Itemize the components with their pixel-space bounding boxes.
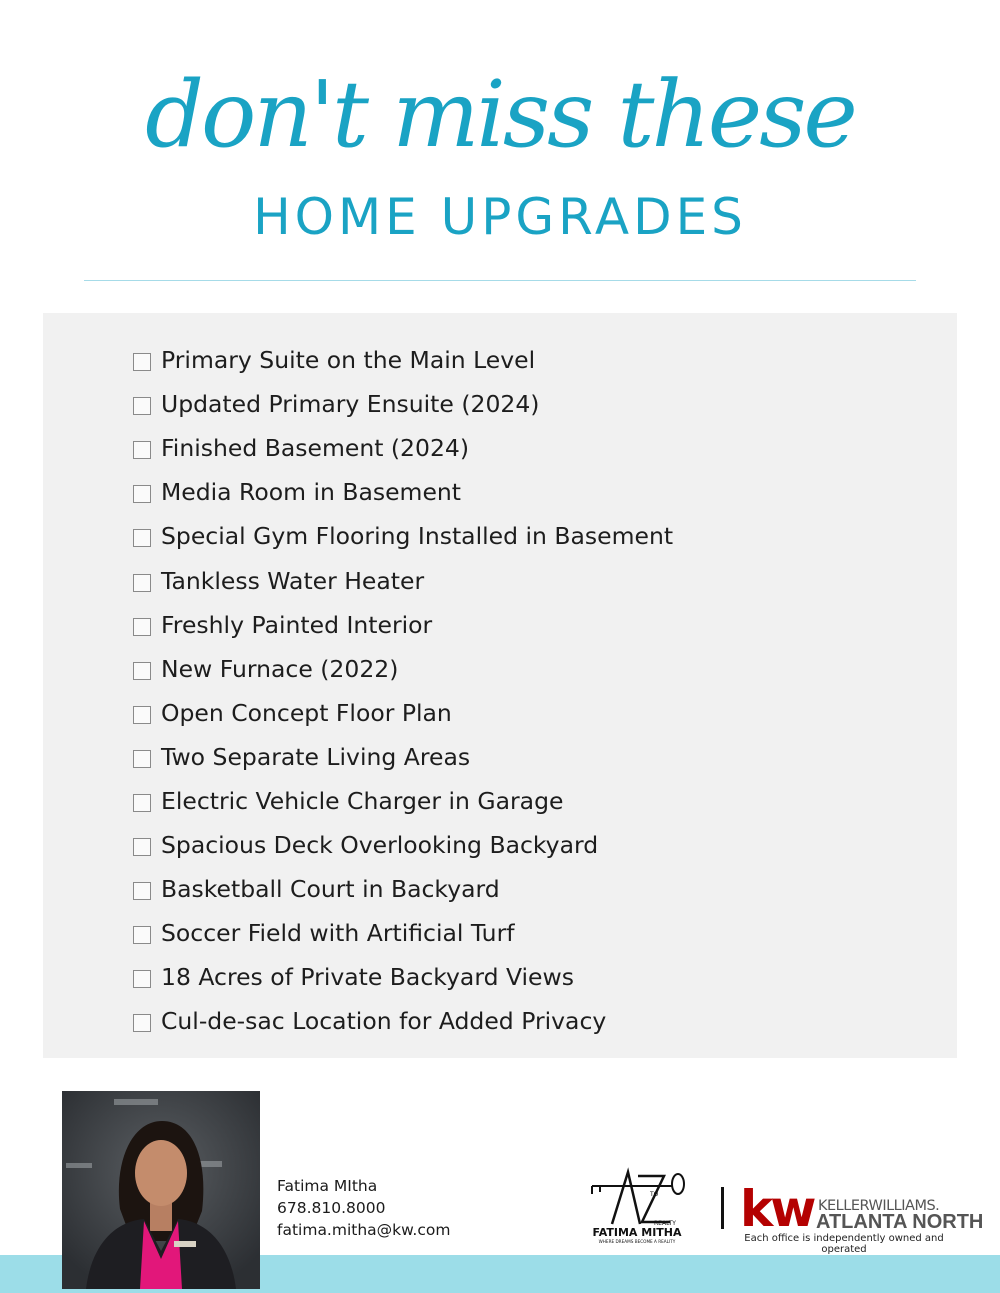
- script-heading-graphic: [145, 38, 855, 188]
- checklist-item-label: Finished Basement (2024): [161, 434, 470, 463]
- checklist-item: [133, 911, 673, 955]
- empty-checkbox-icon[interactable]: [133, 750, 151, 768]
- script-heading: [0, 38, 1000, 188]
- empty-checkbox-icon[interactable]: [133, 353, 151, 371]
- az-logo-tagline: WHERE DREAMS BECOME A REALITY: [598, 1239, 676, 1244]
- empty-checkbox-icon[interactable]: [133, 926, 151, 944]
- kw-disclaimer: Each office is independently owned and operated: [744, 1233, 944, 1255]
- checklist-item: [133, 823, 673, 867]
- checklist-item: [133, 647, 673, 691]
- agent-name: Fatima MItha: [277, 1177, 378, 1195]
- agent-phone[interactable]: 678.810.8000: [277, 1199, 386, 1217]
- empty-checkbox-icon[interactable]: [133, 397, 151, 415]
- page-title: HOME UPGRADES: [253, 188, 747, 246]
- checklist-item: [133, 558, 673, 602]
- logo-separator: [721, 1187, 724, 1229]
- empty-checkbox-icon[interactable]: [133, 1014, 151, 1032]
- empty-checkbox-icon[interactable]: [133, 794, 151, 812]
- checklist-item-label: Special Gym Flooring Installed in Basement: [161, 522, 674, 551]
- empty-checkbox-icon[interactable]: [133, 970, 151, 988]
- az-logo-name: FATIMA MITHA: [592, 1226, 682, 1239]
- checklist-item-label: Cul-de-sac Location for Added Privacy: [161, 1007, 607, 1036]
- svg-text:TO: TO: [650, 1191, 659, 1198]
- checklist-item: [133, 955, 673, 999]
- checklist-item: [133, 867, 673, 911]
- checklist-item: [133, 999, 673, 1043]
- script-heading-text: don't miss these: [145, 61, 855, 168]
- agent-contact: [277, 1175, 450, 1241]
- empty-checkbox-icon[interactable]: [133, 441, 151, 459]
- empty-checkbox-icon[interactable]: [133, 838, 151, 856]
- empty-checkbox-icon[interactable]: [133, 662, 151, 680]
- kw-brand-line1: KELLERWILLIAMS.: [818, 1198, 940, 1214]
- checklist-item-label: Soccer Field with Artificial Turf: [161, 919, 515, 948]
- title-divider: [84, 280, 916, 281]
- checklist-item-label: Two Separate Living Areas: [161, 742, 471, 771]
- agent-portrait-image: [62, 1091, 260, 1289]
- empty-checkbox-icon[interactable]: [133, 706, 151, 724]
- checklist-item: [133, 691, 673, 735]
- checklist-item-label: Tankless Water Heater: [161, 566, 425, 595]
- checklist-item-label: Media Room in Basement: [161, 478, 462, 507]
- checklist-item: [133, 426, 673, 470]
- upgrade-checklist: [133, 338, 673, 1044]
- az-logo-realty: REALTY: [654, 1220, 676, 1227]
- checklist-item-label: Spacious Deck Overlooking Backyard: [161, 831, 599, 860]
- kw-mark: kw: [740, 1180, 814, 1238]
- empty-checkbox-icon[interactable]: [133, 574, 151, 592]
- checklist-item-label: 18 Acres of Private Backyard Views: [161, 963, 574, 992]
- empty-checkbox-icon[interactable]: [133, 882, 151, 900]
- checklist-item: [133, 603, 673, 647]
- checklist-item: [133, 338, 673, 382]
- checklist-item: [133, 779, 673, 823]
- az-realty-logo: [584, 1166, 690, 1246]
- empty-checkbox-icon[interactable]: [133, 618, 151, 636]
- empty-checkbox-icon[interactable]: [133, 485, 151, 503]
- checklist-item: [133, 470, 673, 514]
- agent-photo: [62, 1091, 260, 1289]
- empty-checkbox-icon[interactable]: [133, 529, 151, 547]
- kw-brand-line2: ATLANTA NORTH: [816, 1211, 984, 1233]
- checklist-item-label: Electric Vehicle Charger in Garage: [161, 786, 564, 815]
- checklist-item: [133, 514, 673, 558]
- checklist-item-label: Updated Primary Ensuite (2024): [161, 390, 540, 419]
- checklist-item: [133, 382, 673, 426]
- upgrade-checklist-panel: [43, 313, 957, 1058]
- checklist-item-label: Primary Suite on the Main Level: [161, 346, 536, 375]
- checklist-item-label: Open Concept Floor Plan: [161, 698, 452, 727]
- checklist-item-label: Basketball Court in Backyard: [161, 875, 500, 904]
- agent-email[interactable]: fatima.mitha@kw.com: [277, 1221, 451, 1239]
- kw-logo: [740, 1180, 984, 1238]
- checklist-item-label: New Furnace (2022): [161, 654, 399, 683]
- checklist-item: [133, 735, 673, 779]
- checklist-item-label: Freshly Painted Interior: [161, 610, 433, 639]
